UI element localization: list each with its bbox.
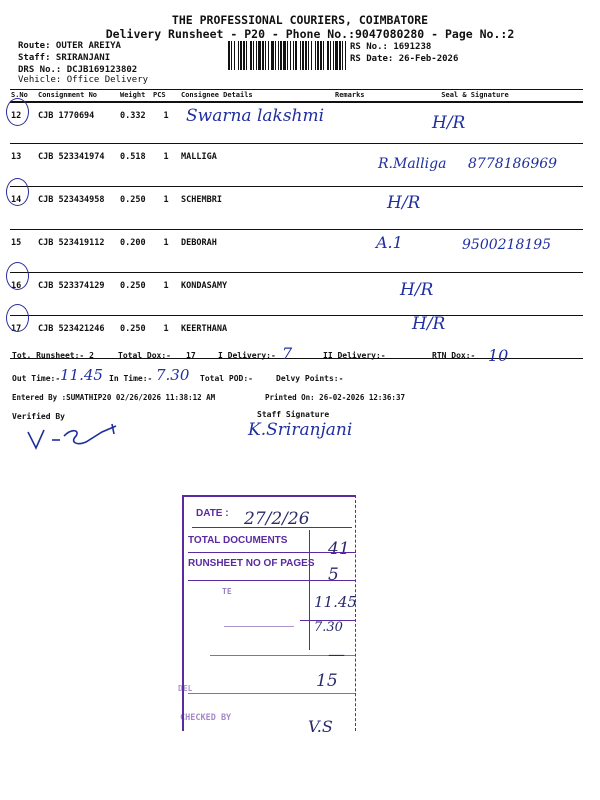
barcode-bar bbox=[280, 41, 282, 70]
row-pcs: 1 bbox=[152, 102, 180, 144]
barcode-bar bbox=[290, 41, 291, 70]
row-remarks bbox=[334, 187, 367, 230]
total-pod-label: Total POD:- bbox=[200, 374, 253, 383]
row-remarks bbox=[334, 144, 367, 187]
barcode-bar bbox=[283, 41, 286, 70]
company-title: THE PROFESSIONAL COURIERS, COIMBATORE bbox=[171, 13, 429, 27]
barcode bbox=[228, 41, 346, 70]
col-remarks: Remarks bbox=[334, 90, 367, 102]
stamp-total-docs-label: TOTAL DOCUMENTS bbox=[188, 535, 288, 546]
delvy-points-label: Delvy Points:- bbox=[276, 374, 344, 383]
row-consignee: KEERTHANA bbox=[180, 316, 334, 359]
col-weight: Weight bbox=[119, 90, 152, 102]
runsheet-subtitle: Delivery Runsheet - P20 - Phone No.:9047080280 - Page No.:2 bbox=[105, 27, 515, 41]
stamp-faded-label: TE bbox=[222, 587, 232, 596]
row-sno: 13 bbox=[10, 144, 37, 187]
in-time-label: In Time:- bbox=[109, 374, 153, 383]
staff-signature-hw: K.Sriranjani bbox=[248, 420, 353, 440]
row-sno: 17 bbox=[10, 316, 37, 359]
row-sno: 14 bbox=[10, 187, 37, 230]
barcode-bar bbox=[300, 41, 301, 70]
barcode-bar bbox=[271, 41, 274, 70]
row-sno: 15 bbox=[10, 230, 37, 273]
row-pcs: 1 bbox=[152, 230, 180, 273]
barcode-bar bbox=[323, 41, 324, 70]
row-consignment: CJB 523421246 bbox=[37, 316, 119, 359]
stamp-line bbox=[188, 580, 356, 581]
i-delivery-hw: 7 bbox=[282, 344, 293, 363]
handwritten-seal: H/R bbox=[412, 314, 446, 334]
col-seal-signature: Seal & Signature bbox=[367, 90, 583, 102]
barcode-bar bbox=[268, 41, 269, 70]
table-row bbox=[10, 187, 583, 230]
barcode-bar bbox=[243, 41, 245, 70]
barcode-bar bbox=[240, 41, 242, 70]
row-remarks bbox=[334, 102, 367, 144]
sno-circle bbox=[6, 178, 29, 206]
handwritten-phone: 9500218195 bbox=[462, 237, 552, 253]
row-remarks bbox=[334, 273, 367, 316]
barcode-bar bbox=[246, 41, 247, 70]
barcode-bar bbox=[295, 41, 297, 70]
row-remarks bbox=[334, 230, 367, 273]
barcode-bar bbox=[315, 41, 316, 70]
col-sno: S.No bbox=[10, 90, 37, 102]
sno-circle bbox=[6, 262, 29, 290]
barcode-bar bbox=[293, 41, 294, 70]
stamp-out-time-hw: 11.45 bbox=[314, 593, 357, 611]
stamp-sign-hw: V.S bbox=[308, 717, 333, 736]
handwritten-seal: H/R bbox=[400, 280, 434, 300]
rtn-dox-label: RTN Dox:- bbox=[432, 351, 476, 360]
row-pcs: 1 bbox=[152, 273, 180, 316]
barcode-bar bbox=[234, 41, 235, 70]
sno-circle bbox=[6, 304, 29, 332]
barcode-bar bbox=[305, 41, 307, 70]
barcode-bar bbox=[302, 41, 304, 70]
barcode-bar bbox=[339, 41, 341, 70]
stamp-faded-label: DEL bbox=[178, 684, 193, 693]
row-consignee: DEBORAH bbox=[180, 230, 334, 273]
row-consignment: CJB 523419112 bbox=[37, 230, 119, 273]
tot-runsheet: Tot. Runsheet:- 2 bbox=[12, 351, 94, 360]
row-consignee: KONDASAMY bbox=[180, 273, 334, 316]
handwritten-consignee: Swarna lakshmi bbox=[186, 106, 325, 126]
barcode-bar bbox=[330, 41, 331, 70]
row-consignment: CJB 1770694 bbox=[37, 102, 119, 144]
row-consignment: CJB 523374129 bbox=[37, 273, 119, 316]
stamp-line bbox=[188, 693, 356, 694]
barcode-bar bbox=[333, 41, 334, 70]
barcode-bar bbox=[275, 41, 276, 70]
row-sno: 16 bbox=[10, 273, 37, 316]
stamp-in-time-hw: 7.30 bbox=[314, 620, 343, 635]
stamp-border bbox=[182, 495, 356, 731]
stamp-line bbox=[224, 626, 294, 627]
barcode-bar bbox=[317, 41, 319, 70]
stamp-dash-hw: — bbox=[328, 645, 345, 665]
row-consignee: MALLIGA bbox=[180, 144, 334, 187]
row-sno: 12 bbox=[10, 102, 37, 144]
barcode-bar bbox=[250, 41, 252, 70]
row-consignee: SCHEMBRI bbox=[180, 187, 334, 230]
barcode-bar bbox=[308, 41, 309, 70]
ii-delivery-label: II Delivery:- bbox=[323, 351, 386, 360]
route-text: Route: OUTER AREIYA bbox=[18, 41, 121, 51]
barcode-bar bbox=[253, 41, 254, 70]
row-signature bbox=[367, 102, 583, 144]
barcode-bar bbox=[327, 41, 329, 70]
out-time-hw: 11.45 bbox=[60, 366, 103, 384]
barcode-bar bbox=[287, 41, 288, 70]
rs-date: RS Date: 26-Feb-2026 bbox=[350, 54, 459, 64]
handwritten-seal: H/R bbox=[432, 113, 466, 133]
barcode-bar bbox=[228, 41, 230, 70]
stamp-vline bbox=[309, 530, 310, 650]
in-time-hw: 7.30 bbox=[156, 366, 190, 384]
col-consignee: Consignee Details bbox=[180, 90, 334, 102]
runsheet-table bbox=[10, 89, 583, 359]
row-weight: 0.250 bbox=[119, 273, 152, 316]
vehicle-text: Vehicle: Office Delivery bbox=[18, 75, 149, 85]
total-dox-value: 17 bbox=[186, 351, 196, 360]
stamp-runsheet-label: RUNSHEET NO OF PAGES bbox=[188, 558, 315, 569]
row-weight: 0.332 bbox=[119, 102, 152, 144]
table-row bbox=[10, 273, 583, 316]
verified-signature bbox=[24, 418, 134, 454]
barcode-bar bbox=[265, 41, 266, 70]
staff-signature-label: Staff Signature bbox=[257, 410, 330, 419]
barcode-bar bbox=[342, 41, 343, 70]
row-weight: 0.518 bbox=[119, 144, 152, 187]
sno-circle bbox=[6, 98, 29, 126]
barcode-bar bbox=[335, 41, 338, 70]
rs-number: RS No.: 1691238 bbox=[350, 42, 432, 52]
barcode-bar bbox=[256, 41, 257, 70]
row-weight: 0.250 bbox=[119, 187, 152, 230]
row-pcs: 1 bbox=[152, 187, 180, 230]
stamp-line bbox=[192, 527, 352, 528]
row-weight: 0.250 bbox=[119, 316, 152, 359]
col-consignment: Consignment No bbox=[37, 90, 119, 102]
stamp-runsheet-hw: 5 bbox=[328, 565, 339, 585]
handwritten-phone: 8778186969 bbox=[468, 156, 558, 172]
handwritten-receiver-name: R.Malliga bbox=[378, 156, 447, 172]
stamp-checked-by-label: CHECKED BY bbox=[180, 713, 232, 723]
barcode-bar bbox=[320, 41, 322, 70]
barcode-bar bbox=[262, 41, 264, 70]
drs-text: DRS No.: DCJB169123802 bbox=[18, 65, 138, 75]
row-weight: 0.200 bbox=[119, 230, 152, 273]
total-dox-label: Total Dox:- bbox=[118, 351, 171, 360]
handwritten-seal: H/R bbox=[387, 193, 421, 213]
row-consignment: CJB 523341974 bbox=[37, 144, 119, 187]
barcode-bar bbox=[231, 41, 232, 70]
rtn-dox-hw: 10 bbox=[488, 346, 509, 365]
entered-by: Entered By :SUMATHIP20 02/26/2026 11:38:12 AM bbox=[12, 393, 216, 402]
i-delivery-label: I Delivery:- bbox=[218, 351, 276, 360]
printed-on: Printed On: 26-02-2026 12:36:37 bbox=[265, 393, 405, 402]
stamp-date-label: DATE : bbox=[196, 508, 229, 519]
barcode-bar bbox=[345, 41, 346, 70]
barcode-bar bbox=[278, 41, 279, 70]
stamp-date-hw: 27/2/26 bbox=[244, 509, 310, 529]
handwritten-receiver-sign: A.1 bbox=[376, 233, 403, 252]
stamp-line bbox=[188, 552, 356, 553]
stamp-total-docs-hw: 41 bbox=[328, 539, 350, 559]
stamp-pod-hw: 15 bbox=[316, 671, 338, 691]
row-pcs: 1 bbox=[152, 144, 180, 187]
barcode-bar bbox=[258, 41, 261, 70]
out-time-label: Out Time:- bbox=[12, 374, 61, 383]
table-header-row bbox=[10, 90, 583, 102]
staff-text: Staff: SRIRANJANI bbox=[18, 53, 111, 63]
barcode-bar bbox=[311, 41, 312, 70]
barcode-bar bbox=[238, 41, 239, 70]
verified-by-label: Verified By bbox=[12, 412, 65, 421]
date-stamp bbox=[178, 495, 370, 736]
row-pcs: 1 bbox=[152, 316, 180, 359]
row-consignment: CJB 523434958 bbox=[37, 187, 119, 230]
col-pcs: PCS bbox=[152, 90, 180, 102]
